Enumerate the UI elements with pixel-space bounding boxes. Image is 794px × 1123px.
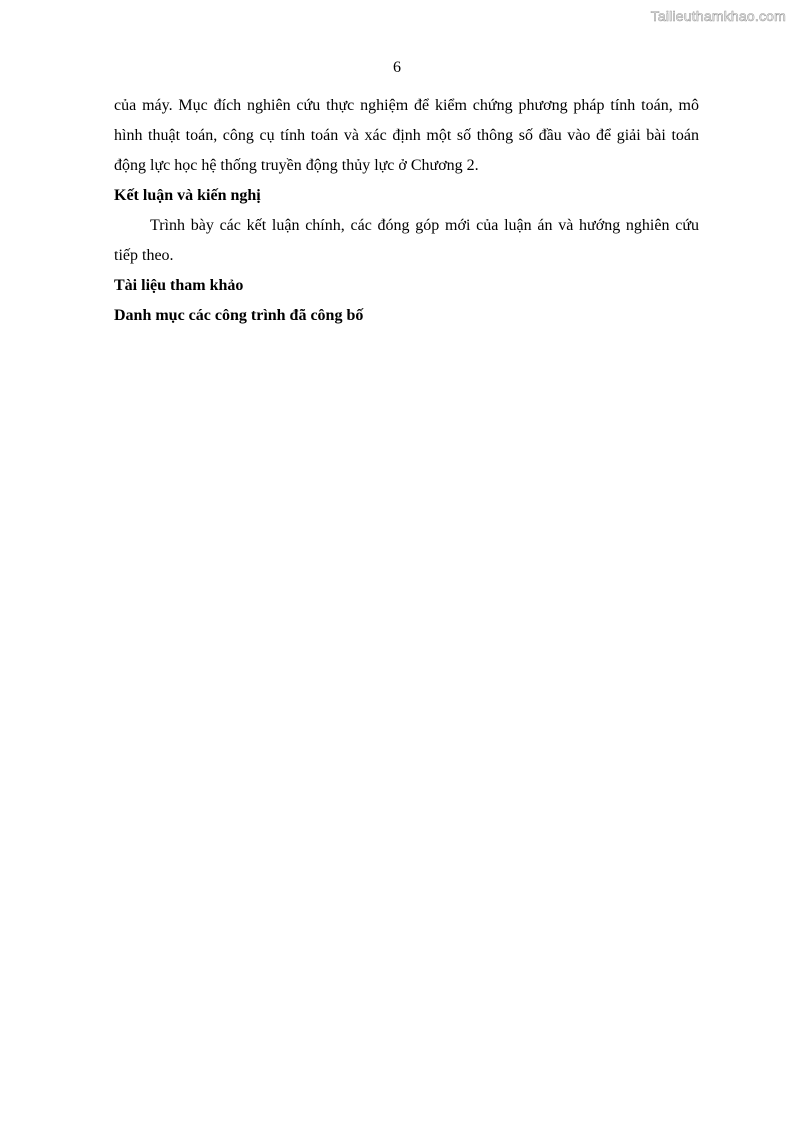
watermark-text: Tailieuthamkhao.com	[650, 8, 786, 24]
heading-conclusion: Kết luận và kiến nghị	[114, 187, 261, 204]
heading-publications: Danh mục các công trình đã công bố	[114, 307, 364, 324]
document-body	[114, 91, 699, 331]
heading-references: Tài liệu tham khảo	[114, 277, 244, 294]
paragraph-conclusion: Trình bày các kết luận chính, các đóng góp mới của luận án và hướng nghiên cứu tiếp theo.	[114, 217, 699, 264]
page-number: 6	[393, 59, 401, 76]
paragraph-continued: của máy. Mục đích nghiên cứu thực nghiệm để kiểm chứng phương pháp tính toán, mô hình thuật toán, công cụ tính toán và xác định một số thông số đầu vào để giải bài toán động lực học hệ thống truyền động thủy lực ở Chương 2.	[114, 97, 699, 174]
